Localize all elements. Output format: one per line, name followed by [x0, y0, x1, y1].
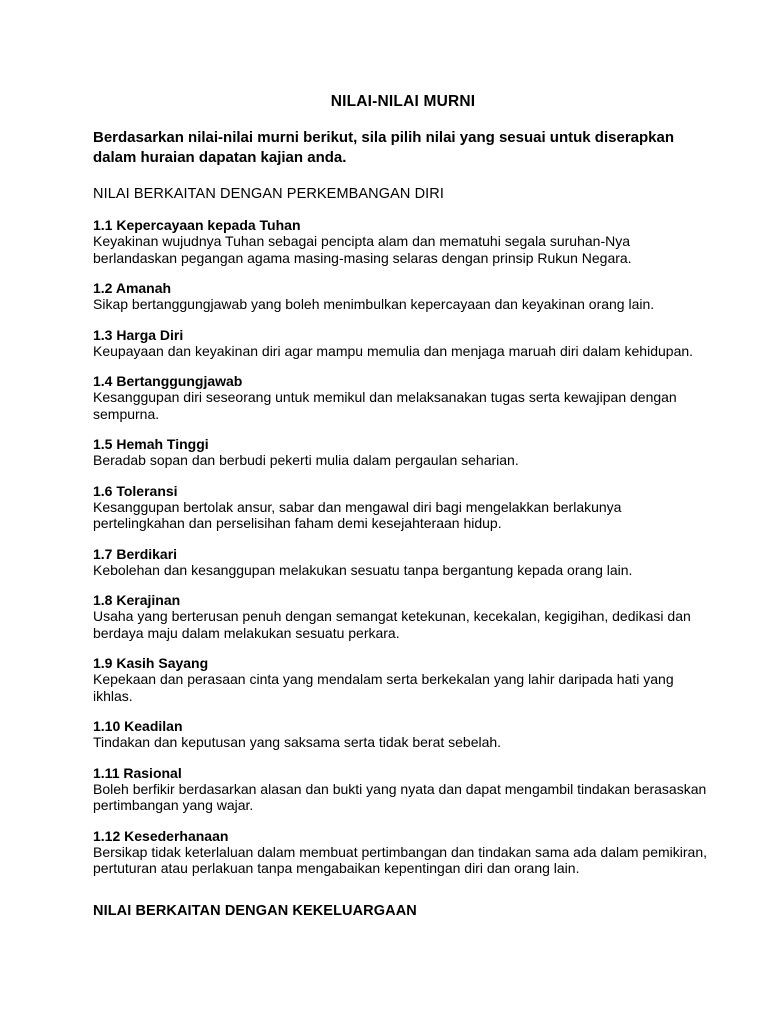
value-item-description: Tindakan dan keputusan yang saksama serta tidak berat sebelah. [93, 734, 502, 750]
value-item-description: Beradab sopan dan berbudi pekerti mulia dalam pergaulan seharian. [93, 452, 519, 468]
value-item-description: Kebolehan dan kesanggupan melakukan sesuatu tanpa bergantung kepada orang lain. [93, 561, 633, 578]
value-item-title: 1.1 Kepercayaan kepada Tuhan [93, 217, 301, 233]
value-item [93, 828, 713, 877]
value-item [93, 327, 713, 360]
value-item-title: 1.6 Toleransi [93, 482, 178, 499]
value-item [93, 280, 713, 313]
value-item [93, 655, 713, 704]
value-item-description: Sikap bertanggungjawab yang boleh menimbulkan kepercayaan dan keyakinan orang lain. [93, 296, 655, 312]
value-item-description: Kepekaan dan perasaan cinta yang mendalam serta berkekalan yang lahir daripada hati yang ikhlas. [93, 671, 674, 704]
value-item-description: Keupayaan dan keyakinan diri agar mampu memulia dan menjaga maruah diri dalam kehidupan. [93, 342, 694, 359]
value-item-title: 1.4 Bertanggungjawab [93, 373, 243, 389]
value-item-description: Usaha yang berterusan penuh dengan semangat ketekunan, kecekalan, kegigihan, dedikasi dan berdaya maju dalam melakukan sesuatu perkara. [93, 608, 691, 641]
value-item-description: Bersikap tidak keterlaluan dalam membuat pertimbangan dan tindakan sama ada dalam pemikiran, pertuturan atau perlakuan tanpa mengabaikan kepentingan diri dan orang lain. [93, 843, 708, 876]
value-item [93, 592, 713, 641]
value-item-title: 1.11 Rasional [93, 764, 182, 781]
document-title: NILAI-NILAI MURNI [330, 93, 476, 110]
value-item-title: 1.9 Kasih Sayang [93, 655, 209, 671]
value-item-description: Kesanggupan diri seseorang untuk memikul dan melaksanakan tugas serta kewajipan dengan sempurna. [93, 389, 677, 422]
value-item-description: Keyakinan wujudnya Tuhan sebagai pencipta alam dan mematuhi segala suruhan-Nya berlandaskan pegangan agama masing-masing selaras dengan prinsip Rukun Negara. [93, 233, 632, 266]
section-heading-family: NILAI BERKAITAN DENGAN KEKELUARGAAN [93, 902, 417, 919]
value-item-title: 1.7 Berdikari [93, 545, 178, 562]
document-page [93, 93, 713, 919]
value-item-title: 1.2 Amanah [93, 280, 172, 296]
intro-paragraph: Berdasarkan nilai-nilai murni berikut, sila pilih nilai yang sesuai untuk diserapkan dalam huraian dapatan kajian anda. [93, 129, 675, 166]
value-item-description: Kesanggupan bertolak ansur, sabar dan mengawal diri bagi mengelakkan berlakunya pertelingkahan dan perselisihan faham demi kesejahteraan hidup. [93, 498, 622, 531]
value-item [93, 483, 713, 532]
values-list [93, 217, 713, 877]
value-item-title: 1.8 Kerajinan [93, 592, 181, 608]
value-item [93, 373, 713, 422]
value-item [93, 765, 713, 814]
value-item [93, 436, 713, 469]
value-item-description: Boleh berfikir berdasarkan alasan dan bukti yang nyata dan dapat mengambil tindakan berasaskan pertimbangan yang wajar. [93, 780, 707, 813]
value-item-title: 1.3 Harga Diri [93, 326, 184, 343]
value-item [93, 546, 713, 579]
value-item [93, 718, 713, 751]
value-item-title: 1.12 Kesederhanaan [93, 827, 229, 844]
section-heading-personal-development: NILAI BERKAITAN DENGAN PERKEMBANGAN DIRI [93, 186, 444, 202]
value-item [93, 217, 713, 266]
value-item-title: 1.10 Keadilan [93, 718, 183, 734]
value-item-title: 1.5 Hemah Tinggi [93, 436, 209, 452]
